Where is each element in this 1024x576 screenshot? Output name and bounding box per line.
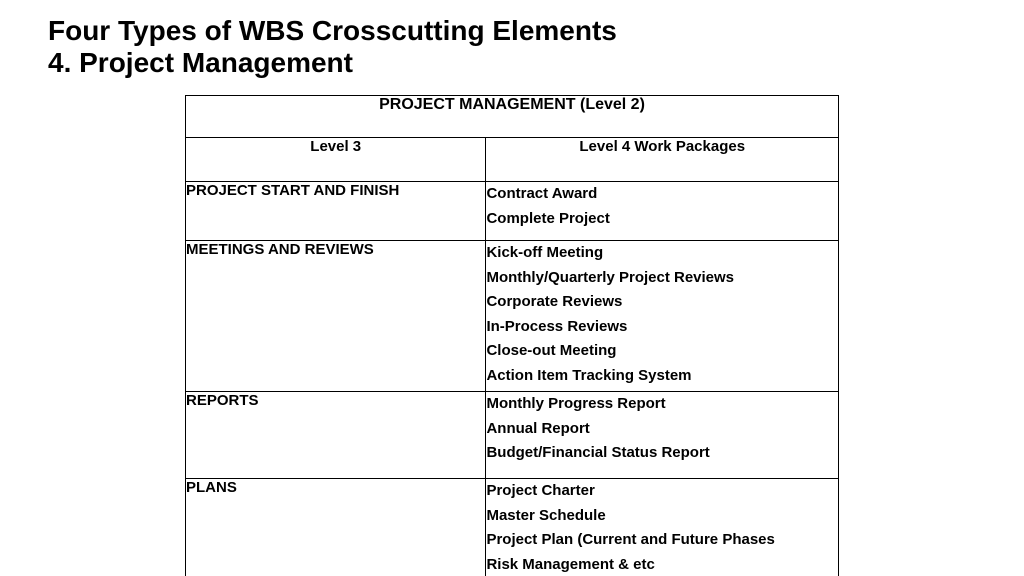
- level4-cell: [486, 241, 839, 392]
- column-header-level4: Level 4 Work Packages: [486, 138, 839, 182]
- level4-cell: [486, 479, 839, 576]
- level4-cell: [486, 392, 839, 479]
- work-package-item: Risk Management & etc: [486, 555, 655, 573]
- table-row: [186, 182, 839, 241]
- work-package-item: Master Schedule: [486, 506, 606, 524]
- level3-cell: MEETINGS AND REVIEWS: [186, 241, 486, 392]
- work-package-item: Project Charter: [486, 482, 595, 499]
- title-line-1: Four Types of WBS Crosscutting Elements: [48, 15, 617, 46]
- work-package-item: Action Item Tracking System: [486, 366, 692, 384]
- level3-cell: PLANS: [186, 479, 486, 576]
- work-package-item: Corporate Reviews: [486, 293, 623, 310]
- work-package-item: Complete Project: [486, 209, 610, 227]
- work-package-item: Project Plan (Current and Future Phases: [486, 531, 775, 548]
- work-package-item: In-Process Reviews: [486, 317, 628, 335]
- title-line-2: 4. Project Management: [48, 47, 353, 78]
- wbs-table: [185, 95, 839, 576]
- work-package-item: Monthly Progress Report: [486, 395, 666, 412]
- level3-cell: REPORTS: [186, 392, 486, 479]
- column-header-level3: Level 3: [186, 138, 486, 182]
- work-package-item: Contract Award: [486, 185, 598, 202]
- work-package-item: Annual Report: [486, 419, 590, 437]
- work-package-item: Close-out Meeting: [486, 342, 617, 359]
- level4-cell: [486, 182, 839, 241]
- slide-title: [48, 15, 617, 79]
- work-package-item: Budget/Financial Status Report: [486, 444, 710, 461]
- table-header-row: [186, 96, 839, 138]
- table-row: [186, 392, 839, 479]
- work-package-item: Kick-off Meeting: [486, 244, 604, 261]
- table-row: [186, 241, 839, 392]
- column-header-row: [186, 138, 839, 182]
- table-row: [186, 479, 839, 576]
- work-package-item: Monthly/Quarterly Project Reviews: [486, 268, 735, 286]
- level3-cell: PROJECT START AND FINISH: [186, 182, 486, 241]
- table-header: PROJECT MANAGEMENT (Level 2): [186, 96, 839, 138]
